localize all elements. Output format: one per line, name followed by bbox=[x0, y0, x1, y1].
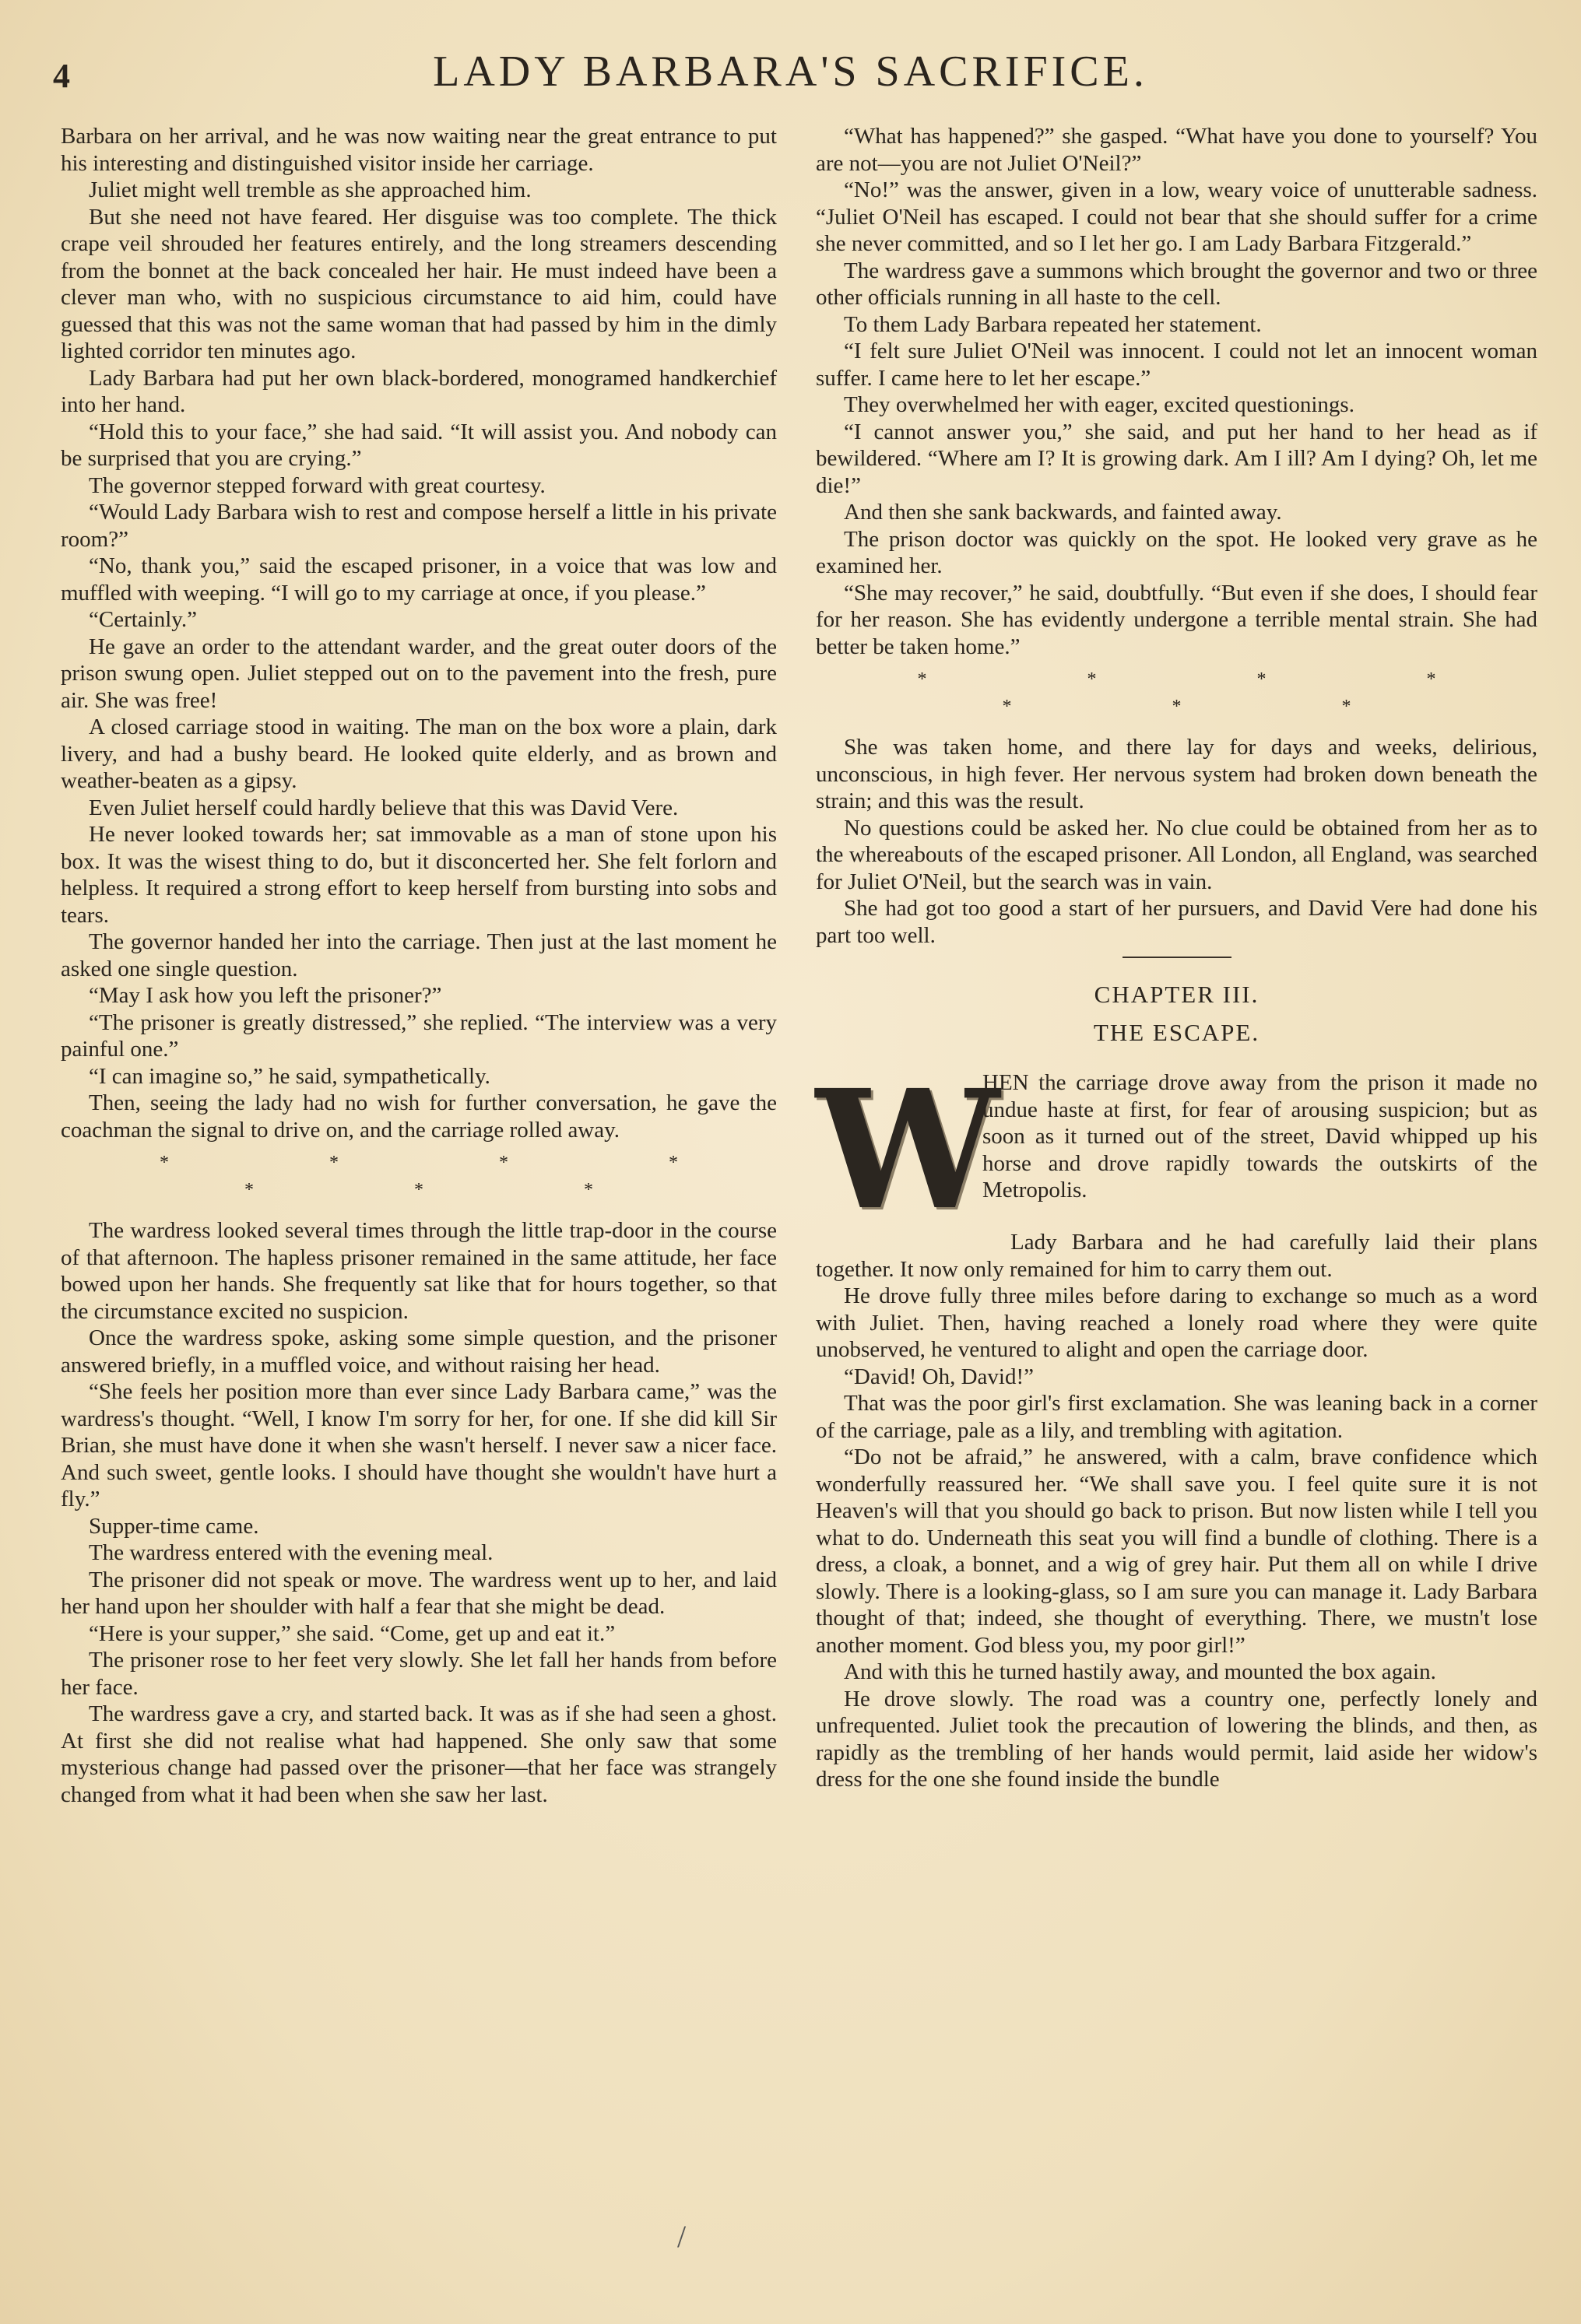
paragraph: Once the wardress spoke, asking some simple question, and the prisoner answered briefly, in a muffled voice, and without raising her head. bbox=[61, 1325, 777, 1378]
paragraph: To them Lady Barbara repeated her statement. bbox=[844, 311, 1262, 337]
paragraph: “What has happened?” she gasped. “What have you done to yourself? You are not—you are not Juliet O'Neil?” bbox=[816, 124, 1537, 176]
paragraph: “I can imagine so,” he said, sympathetically. bbox=[89, 1063, 490, 1089]
paragraph: “I cannot answer you,” she said, and put her hand to her head as if bewildered. “Where am I? It is growing dark. Am I ill? Am I dying? Oh, let me die!” bbox=[816, 419, 1537, 498]
paragraph: “She feels her position more than ever since Lady Barbara came,” was the wardress's thought. “Well, I know I'm sorry for her, for one. If she did kill Sir Brian, she must have done it when she wasn't herself. I never saw a nicer face. And such sweet, gentle looks. I should have thought she wouldn't have hurt a fly.” bbox=[61, 1379, 777, 1511]
paragraph: She had got too good a start of her pursuers, and David Vere had done his part too well. bbox=[816, 896, 1537, 948]
paragraph: A closed carriage stood in waiting. The man on the box wore a plain, dark livery, and had a bushy beard. He looked quite elderly, and as brown and weather-beaten as a gipsy. bbox=[61, 714, 777, 793]
paragraph: Even Juliet herself could hardly believe that this was David Vere. bbox=[89, 795, 679, 820]
drop-cap-initial: W bbox=[816, 1054, 1000, 1246]
page-number: 4 bbox=[53, 57, 70, 95]
paragraph: “No!” was the answer, given in a low, weary voice of unutterable sadness. “Juliet O'Neil has escaped. I could not bear that she should suffer for a crime she never committed, and so I let her go. I am Lady Barbara Fitzgerald.” bbox=[816, 177, 1537, 256]
paragraph: HEN the carriage drove away from the prison it made no undue haste at first, for fear of arousing suspicion; but as soon as it turned out of the street, David whipped up his horse and drove rapidly towards the outskirts of the Metropolis. bbox=[982, 1070, 1537, 1202]
drop-cap-paragraph bbox=[816, 1054, 1537, 1246]
right-column bbox=[816, 123, 1537, 1793]
paragraph: The governor stepped forward with great courtesy. bbox=[89, 472, 546, 498]
paragraph: The prison doctor was quickly on the spot. He looked very grave as he examined her. bbox=[816, 526, 1537, 578]
paragraph: And with this he turned hastily away, and mounted the box again. bbox=[844, 1659, 1436, 1684]
paragraph: “The prisoner is greatly distressed,” she replied. “The interview was a very painful one.” bbox=[61, 1009, 777, 1062]
paragraph: The prisoner rose to her feet very slowly. She let fall her hands from before her face. bbox=[61, 1648, 777, 1700]
paragraph: “No, thank you,” said the escaped prisoner, in a voice that was low and muffled with weeping. “I will go to my carriage at once, if you please.” bbox=[61, 553, 777, 606]
paragraph: “Do not be afraid,” he answered, with a calm, brave confidence which wonderfully reassured her. “We shall save you. I feel quite sure it is not Heaven's will that you should go back to prison. But now listen while I tell you what to do. Underneath this seat you will find a bundle of clothing. There is a dress, a cloak, a bonnet, and a wig of grey hair. Put them all on while I drive slowly. There is a looking-glass, so I am sure you can manage it. Lady Barbara thought of that; indeed, she thought of everything. There, we mustn't lose another moment. God bless you, my poor girl!” bbox=[816, 1445, 1537, 1658]
paragraph: “Hold this to your face,” she had said. “It will assist you. And nobody can be surprised that you are crying.” bbox=[61, 419, 777, 471]
paragraph: He gave an order to the attendant warder, and the great outer doors of the prison swung open. Juliet stepped out on to the pavement into the fresh, pure air. She was free! bbox=[61, 634, 777, 713]
paragraph: Barbara on her arrival, and he was now waiting near the great entrance to put his interesting and distinguished visitor inside her carriage. bbox=[61, 124, 777, 176]
paragraph: The wardress gave a summons which brought the governor and two or three other officials running in all haste to the cell. bbox=[816, 258, 1537, 310]
paragraph: He drove fully three miles before daring to exchange so much as a word with Juliet. Then, having reached a lonely road where they were quite unobserved, he ventured to alight and open the carriage door. bbox=[816, 1283, 1537, 1362]
stray-ink-mark: / bbox=[677, 2219, 687, 2254]
running-head: LADY BARBARA'S SACRIFICE. bbox=[433, 47, 1148, 96]
paragraph: They overwhelmed her with eager, excited questionings. bbox=[844, 392, 1354, 417]
section-break-stars: * * * * * * * bbox=[917, 669, 1514, 717]
divider-rule bbox=[1123, 957, 1231, 958]
paragraph: Supper-time came. bbox=[89, 1513, 259, 1539]
paragraph: The prisoner did not speak or move. The wardress went up to her, and laid her hand upon her shoulder with half a fear that she might be dead. bbox=[61, 1567, 777, 1619]
paragraph: Juliet might well tremble as she approached him. bbox=[89, 177, 532, 202]
paragraph: Lady Barbara and he had carefully laid their plans together. It now only remained for him to carry them out. bbox=[816, 1230, 1537, 1282]
section-break-stars: * * * * * * * bbox=[160, 1153, 756, 1200]
paragraph: No questions could be asked her. No clue could be obtained from her as to the whereabouts of the escaped prisoner. All London, all England, was searched for Juliet O'Neil, but the search was in vain. bbox=[816, 815, 1537, 894]
paragraph: He drove slowly. The road was a country one, perfectly lonely and unfrequented. Juliet took the precaution of lowering the blinds, and then, as rapidly as the trembling of her hands would permit, laid aside her widow's dress for the one she found inside the bundle bbox=[816, 1686, 1537, 1792]
paragraph: The wardress entered with the evening meal. bbox=[89, 1540, 494, 1565]
paragraph: “Would Lady Barbara wish to rest and compose herself a little in his private room?” bbox=[61, 500, 777, 552]
paragraph: The governor handed her into the carriage. Then just at the last moment he asked one single question. bbox=[61, 929, 777, 981]
paragraph: “David! Oh, David!” bbox=[844, 1364, 1034, 1389]
paragraph: “Certainly.” bbox=[89, 607, 198, 632]
chapter-number: CHAPTER III. bbox=[1094, 981, 1260, 1008]
paragraph: “Here is your supper,” she said. “Come, get up and eat it.” bbox=[89, 1620, 616, 1646]
paragraph: He never looked towards her; sat immovable as a man of stone upon his box. It was the wisest thing to do, but it disconcerted her. She felt forlorn and helpless. It required a strong effort to keep herself from bursting into sobs and tears. bbox=[61, 822, 777, 928]
paragraph: The wardress looked several times through the little trap-door in the course of that afternoon. The hapless prisoner remained in the same attitude, her face bowed upon her hands. She frequently sat like that for hours together, so that the circumstance excited no suspicion. bbox=[61, 1218, 777, 1324]
paragraph: “She may recover,” he said, doubtfully. “But even if she does, I should fear for her reason. She has evidently undergone a terrible mental strain. She had better be taken home.” bbox=[816, 580, 1537, 659]
paragraph: “I felt sure Juliet O'Neil was innocent. I could not let an innocent woman suffer. I came here to let her escape.” bbox=[816, 339, 1537, 391]
paragraph: That was the poor girl's first exclamation. She was leaning back in a corner of the carriage, pale as a lily, and trembling with agitation. bbox=[816, 1391, 1537, 1443]
paragraph: And then she sank backwards, and fainted away. bbox=[844, 500, 1282, 525]
paragraph: Lady Barbara had put her own black-bordered, monogramed handkerchief into her hand. bbox=[61, 365, 777, 417]
paragraph: But she need not have feared. Her disguise was too complete. The thick crape veil shrouded her features entirely, and the long streamers descending from the bonnet at the back concealed her hair. He must indeed have been a clever man who, with no suspicious circumstance to aid him, could have guessed that this was not the same woman that had passed by him in the dimly lighted corridor ten minutes ago. bbox=[61, 204, 777, 363]
left-column bbox=[61, 123, 777, 1808]
paragraph: She was taken home, and there lay for days and weeks, delirious, unconscious, in high fever. Her nervous system had broken down beneath the strain; and this was the result. bbox=[816, 735, 1537, 813]
paragraph: Then, seeing the lady had no wish for further conversation, he gave the coachman the signal to drive on, and the carriage rolled away. bbox=[61, 1090, 777, 1143]
paragraph: The wardress gave a cry, and started back. It was as if she had seen a ghost. At first she did not realise what had happened. She only saw that some mysterious change had passed over the prisoner—that her face was strangely changed from what it had been when she saw her last. bbox=[61, 1701, 777, 1807]
chapter-title: THE ESCAPE. bbox=[1093, 1018, 1260, 1046]
paragraph: “May I ask how you left the prisoner?” bbox=[89, 983, 442, 1008]
